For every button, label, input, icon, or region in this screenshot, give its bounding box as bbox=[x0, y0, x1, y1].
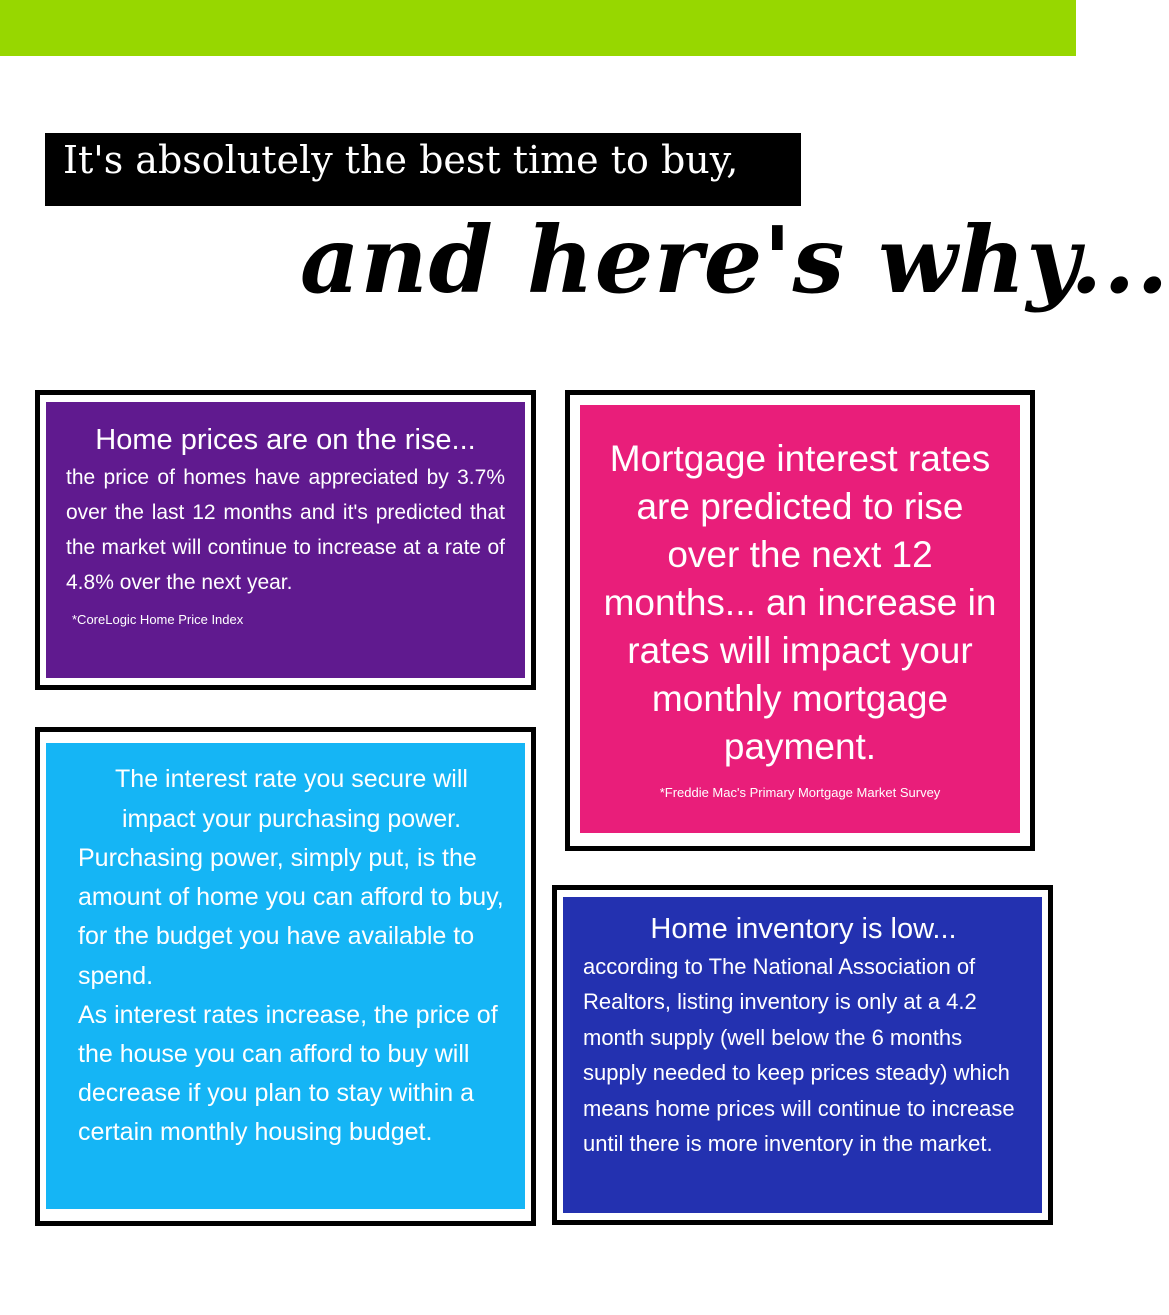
purchasing-power-card bbox=[46, 743, 525, 1209]
headline-line1: It's absolutely the best time to buy, bbox=[63, 138, 739, 182]
top-accent-bar bbox=[0, 0, 1076, 56]
home-prices-card bbox=[46, 402, 525, 678]
purchasing-power-effect: As interest rates increase, the price of the house you can afford to buy will decrease if you plan to stay within a certain monthly housing budget. bbox=[78, 1000, 498, 1147]
purchasing-power-lead: The interest rate you secure will impact your purchasing power. bbox=[115, 765, 468, 833]
inventory-card bbox=[563, 897, 1042, 1213]
mortgage-rates-lead: Mortgage interest rates are predicted to rise over the next 12 months... an increase in rates will impact your monthly mortgage payment. bbox=[603, 438, 997, 767]
home-prices-source: *CoreLogic Home Price Index bbox=[72, 612, 244, 627]
mortgage-rates-source: *Freddie Mac's Primary Mortgage Market Survey bbox=[659, 785, 941, 800]
purchasing-power-definition: Purchasing power, simply put, is the amount of home you can afford to buy, for the budget you have available to spend. bbox=[78, 844, 504, 990]
headline-line2: and here's why... bbox=[300, 206, 1169, 314]
headline-banner bbox=[45, 133, 801, 206]
home-prices-lead: Home prices are on the rise... bbox=[95, 424, 476, 456]
home-prices-body: the price of homes have appreciated by 3.7% over the last 12 months and it's predicted that the market will continue to increase at a rate of 4.8% over the next year. bbox=[66, 466, 505, 594]
inventory-body: according to The National Association of Realtors, listing inventory is only at a 4.2 month supply (well below the 6 months supply needed to keep prices steady) which means home prices will continue to increase until there is more inventory in the market. bbox=[583, 954, 1015, 1157]
inventory-lead: Home inventory is low... bbox=[650, 913, 957, 945]
mortgage-rates-card bbox=[580, 405, 1020, 833]
